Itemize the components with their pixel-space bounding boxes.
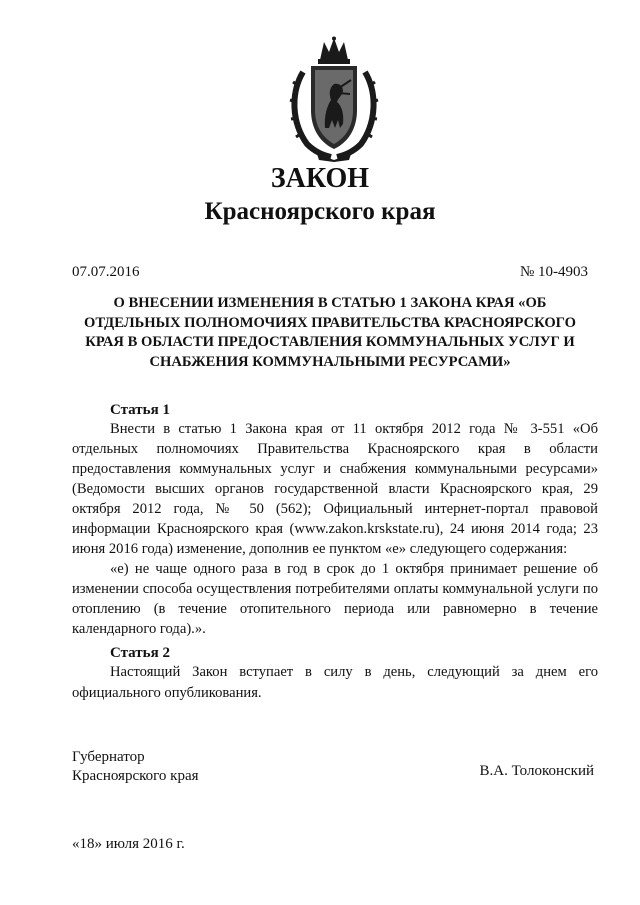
document-title: ЗАКОН bbox=[270, 163, 370, 194]
document-subtitle: Красноярского края bbox=[204, 198, 436, 225]
article-2-text: Настоящий Закон вступает в силу в день, следующий за днем его официального опубликования. bbox=[72, 664, 598, 701]
coat-of-arms-icon bbox=[287, 36, 381, 162]
article-1-clause: «е) не чаще одного раза в год в срок до 1 октября принимает решение об изменении способа осуществления потребителями оплаты коммунальной услуги по отоплению (в течение отопительного периода или равномерно в течение календарного года).». bbox=[72, 561, 598, 637]
article-1-text: Внести в статью 1 Закона края от 11 октября 2012 года № 3-551 «Об отдельных полномочиях Правительства Красноярского края в области предоставления коммунальных услуг и снабжения коммунальными ресурсами» (Ведомости высших органов государственной власти Красноярского края, 29 октября 2012 года, № 50 (562); Официальный интернет-портал правовой информации Красноярского края (www.zakon.krskstate.ru), 24 июня 2014 года; 23 июня 2016 года) изменение, дополнив ее пунктом «е» следующего содержания: bbox=[72, 421, 598, 557]
article-1-title: Статья 1 bbox=[110, 402, 170, 418]
signing-date: «18» июля 2016 г. bbox=[72, 836, 185, 852]
signatory-region: Красноярского края bbox=[72, 768, 199, 784]
signatory-position: Губернатор bbox=[72, 749, 145, 765]
law-number: № 10-4903 bbox=[519, 264, 588, 280]
law-heading: О ВНЕСЕНИИ ИЗМЕНЕНИЯ В СТАТЬЮ 1 ЗАКОНА КРАЯ «ОБ ОТДЕЛЬНЫХ ПОЛНОМОЧИЯХ ПРАВИТЕЛЬСТВА КРАСНОЯРСКОГО КРАЯ В ОБЛАСТИ ПРЕДОСТАВЛЕНИЯ КОММУНАЛЬНЫХ УСЛУГ И СНАБЖЕНИЯ КОММУНАЛЬНЫМИ РЕСУРСАМИ» bbox=[84, 295, 576, 370]
law-date: 07.07.2016 bbox=[72, 264, 140, 280]
signatory-name: В.А. Толоконский bbox=[479, 763, 594, 779]
article-2-title: Статья 2 bbox=[110, 645, 170, 661]
